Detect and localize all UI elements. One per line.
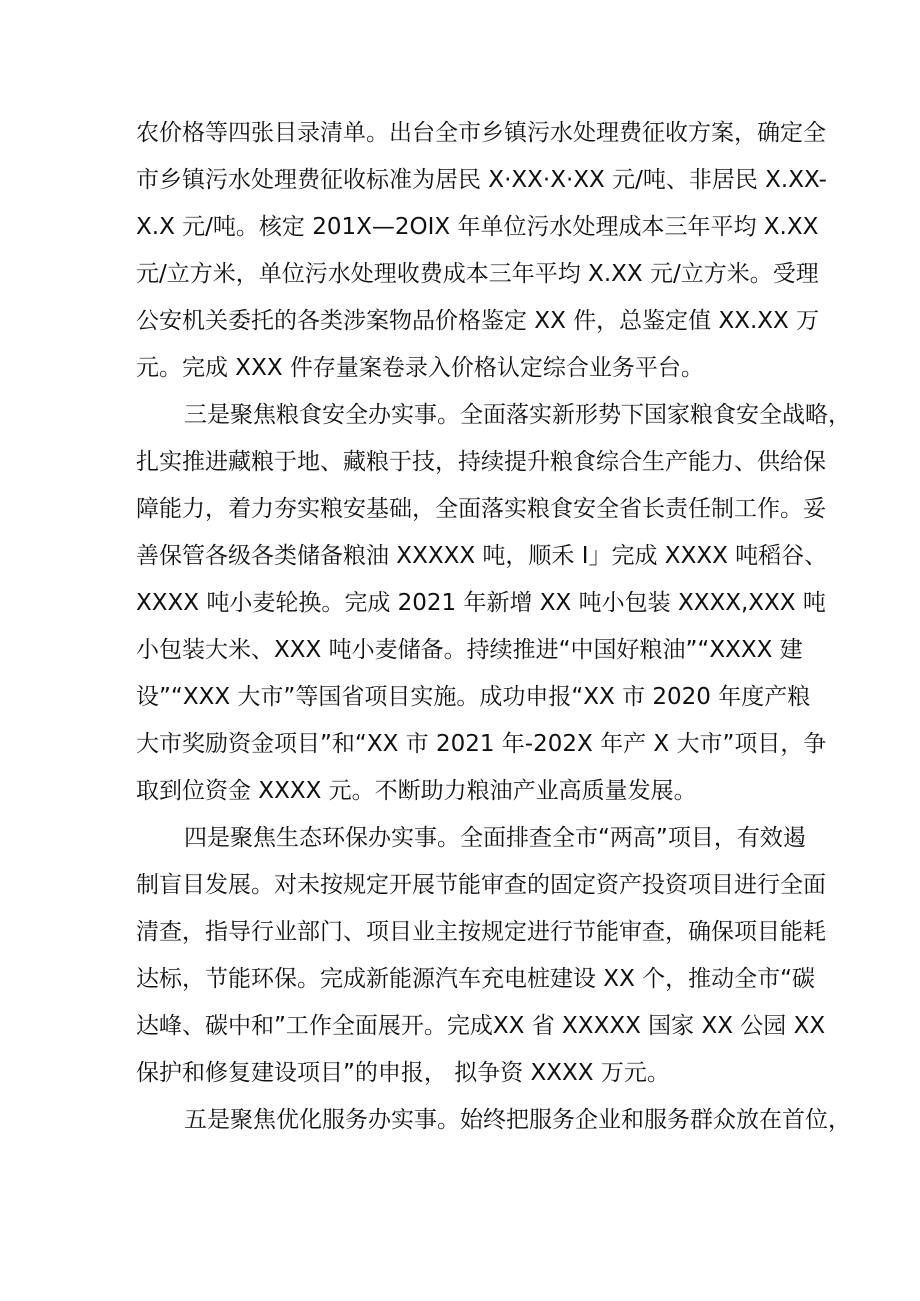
body-line: 元。完成 XXX 件存量案卷录入价格认定综合业务平台。 [136, 355, 704, 381]
body-line: 取到位资金 XXXX 元。不断助力粮油产业高质量发展。 [136, 778, 697, 804]
paragraph-grain-security [136, 392, 851, 815]
body-line: 达峰、碳中和”工作全面展开。完成XX 省 XXXXX 国家 XX 公园 XX [136, 1013, 826, 1039]
body-line: 大市奖励资金项目”和“XX 市 2021 年-202X 年产 X 大市”项目，争 [136, 731, 827, 757]
body-line: 元/立方米，单位污水处理收费成本三年平均 X.XX 元/立方米。受理 [136, 261, 819, 287]
body-line: X.X 元/吨。核定 201X—2OIX 年单位污水处理成本三年平均 X.XX [136, 214, 819, 240]
body-line: 善保管各级各类储备粮油 XXXXX 吨，顺禾 I」完成 XXXX 吨稻谷、 [136, 543, 828, 569]
body-line: 扎实推进藏粮于地、藏粮于技，持续提升粮食综合生产能力、供给保 [136, 449, 826, 475]
body-line: 公安机关委托的各类涉案物品价格鉴定 XX 件，总鉴定值 XX.XX 万 [136, 308, 820, 334]
body-line: 三是聚焦粮食安全办实事。全面落实新形势下国家粮食安全战略， [184, 402, 851, 428]
body-line: 农价格等四张目录清单。出台全市乡镇污水处理费征收方案，确定全 [136, 120, 826, 146]
body-line: 设”“XXX 大市”等国省项目实施。成功申报“XX 市 2020 年度产粮 [136, 684, 811, 710]
body-line: 达标，节能环保。完成新能源汽车充电桩建设 XX 个，推动全市“碳 [136, 966, 816, 992]
body-line: 制盲目发展。对未按规定开展节能审查的固定资产投资项目进行全面 [136, 872, 826, 898]
body-line: 障能力，着力夯实粮安基础，全面落实粮食安全省长责任制工作。妥 [136, 496, 826, 522]
body-line: XXXX 吨小麦轮换。完成 2021 年新增 XX 吨小包装 XXXX,XXX 吨 [136, 590, 826, 616]
body-line: 四是聚焦生态环保办实事。全面排查全市“两高”项目，有效遏 [184, 825, 806, 851]
body-line: 小包装大米、XXX 吨小麦储备。持续推进“中国好粮油”“XXXX 建 [136, 637, 803, 663]
paragraph-ecology [136, 815, 826, 1097]
document-body [136, 110, 851, 1144]
body-line: 市乡镇污水处理费征收标准为居民 X·XX·X·XX 元/吨、非居民 X.XX- [136, 167, 827, 193]
body-line: 清查，指导行业部门、项目业主按规定进行节能审查，确保项目能耗 [136, 919, 826, 945]
paragraph-price-management [136, 110, 827, 392]
body-line: 保护和修复建设项目”的申报， 拟争资 XXXX 万元。 [136, 1060, 670, 1086]
body-line: 五是聚焦优化服务办实事。始终把服务企业和服务群众放在首位， [184, 1107, 851, 1133]
paragraph-services [136, 1097, 851, 1144]
